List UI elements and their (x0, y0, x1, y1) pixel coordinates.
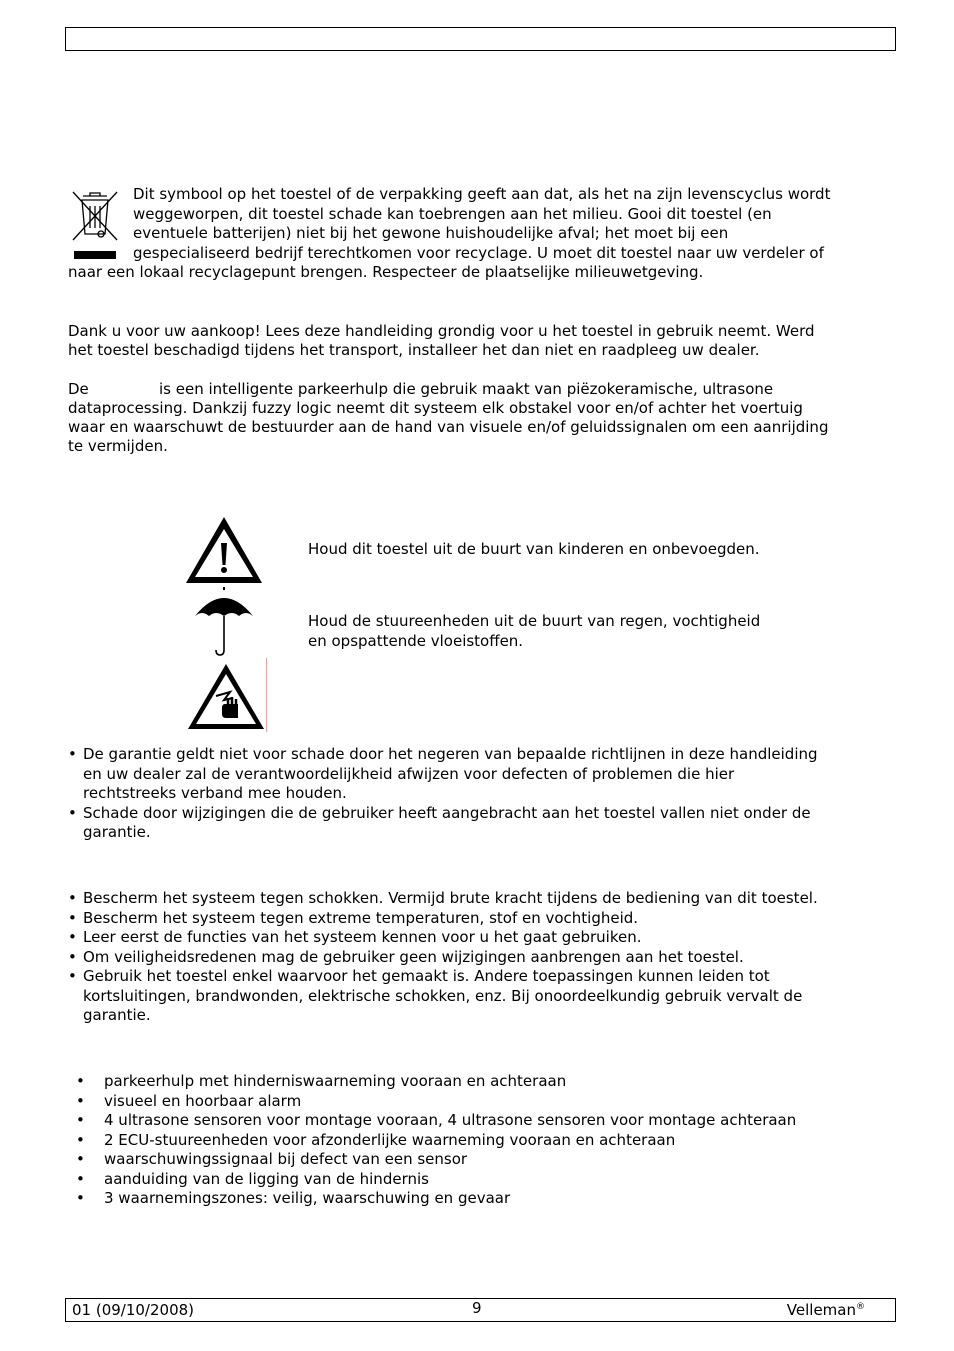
intro-thanks-line: het toestel beschadigd tijdens het transport, installeer het dan niet en raadpleeg uw dealer. (68, 341, 760, 359)
footer-brand-mark: ® (856, 1302, 865, 1312)
disposal-line: naar een lokaal recyclagepunt brengen. Respecteer de plaatselijke milieuwetgeving. (68, 263, 704, 281)
warranty-item-line: rechtstreeks verband mee houden. (83, 784, 347, 802)
bullet-marker: • (68, 909, 77, 927)
bullet-marker: • (76, 1092, 85, 1110)
bullet-marker: • (76, 1111, 85, 1129)
guideline-item-line: Gebruik het toestel enkel waarvoor het gemaakt is. Andere toepassingen kunnen leiden tot (83, 967, 770, 985)
electric-shock-icon (186, 662, 266, 732)
guideline-item-line: Bescherm het systeem tegen schokken. Vermijd brute kracht tijdens de bediening van dit toestel. (83, 889, 818, 907)
warranty-item-line: De garantie geldt niet voor schade door het negeren van bepaalde richtlijnen in deze handleiding (83, 745, 818, 763)
disposal-line: weggeworpen, dit toestel schade kan toebrengen aan het milieu. Gooi dit toestel (en (133, 205, 772, 223)
footer-brand (787, 1301, 865, 1319)
bullet-marker: • (76, 1150, 85, 1168)
feature-item: parkeerhulp met hinderniswaarneming vooraan en achteraan (104, 1072, 567, 1090)
guideline-item-line: Bescherm het systeem tegen extreme temperaturen, stof en vochtigheid. (83, 909, 639, 927)
feature-item: 3 waarnemingszones: veilig, waarschuwing en gevaar (104, 1189, 511, 1207)
crossed-out-wheelie-bin-icon (70, 190, 120, 262)
disposal-line: eventuele batterijen) niet bij het gewone huishoudelijke afval; het moet bij een (133, 224, 729, 242)
disposal-line: Dit symbool op het toestel of de verpakking geeft aan dat, als het na zijn levenscyclus wordt (133, 185, 831, 203)
footer-version: 01 (09/10/2008) (72, 1301, 195, 1319)
feature-item: 2 ECU-stuureenheden voor afzonderlijke waarneming vooraan en achteraan (104, 1131, 676, 1149)
icon-divider-line (266, 658, 267, 732)
guideline-item-line: kortsluitingen, brandwonden, elektrische schokken, enz. Bij onoordeelkundig gebruik vervalt de (83, 987, 803, 1005)
footer-page-number: 9 (472, 1299, 482, 1317)
intro-desc-line: te vermijden. (68, 437, 168, 455)
bullet-marker: • (76, 1072, 85, 1090)
bullet-marker: • (68, 804, 77, 822)
warranty-item-line: garantie. (83, 823, 151, 841)
guideline-item-line: Om veiligheidsredenen mag de gebruiker geen wijzigingen aanbrengen aan het toestel. (83, 948, 744, 966)
bullet-marker: • (68, 948, 77, 966)
safety-rain-line: en opspattende vloeistoffen. (308, 632, 524, 650)
intro-desc-line: dataprocessing. Dankzij fuzzy logic neemt dit systeem elk obstakel voor en/of achter het voertuig (68, 399, 803, 417)
feature-item: aanduiding van de ligging van de hindernis (104, 1170, 429, 1188)
safety-children-text: Houd dit toestel uit de buurt van kinderen en onbevoegden. (308, 540, 760, 558)
bullet-marker: • (68, 745, 77, 763)
warning-triangle-icon (184, 515, 264, 585)
bullet-marker: • (76, 1189, 85, 1207)
footer-brand-name: Velleman (786, 1301, 856, 1319)
bullet-marker: • (76, 1131, 85, 1149)
intro-desc-line: waar en waarschuwt de bestuurder aan de hand van visuele en/of geluidssignalen om een aanrijding (68, 418, 829, 436)
warranty-item-line: Schade door wijzigingen die de gebruiker heeft aangebracht aan het toestel vallen niet onder de (83, 804, 811, 822)
feature-item: 4 ultrasone sensoren voor montage vooraan, 4 ultrasone sensoren voor montage achteraan (104, 1111, 797, 1129)
umbrella-icon (193, 586, 255, 658)
page-header-box (65, 27, 896, 51)
intro-desc-prefix: De (68, 380, 89, 398)
bullet-marker: • (76, 1170, 85, 1188)
page-footer (65, 1298, 896, 1322)
safety-rain-line: Houd de stuureenheden uit de buurt van regen, vochtigheid (308, 612, 761, 630)
intro-desc-first-line: is een intelligente parkeerhulp die gebruik maakt van piëzokeramische, ultrasone (159, 380, 774, 398)
intro-thanks-line: Dank u voor uw aankoop! Lees deze handleiding grondig voor u het toestel in gebruik neemt. Werd (68, 322, 815, 340)
warranty-item-line: en uw dealer zal de verantwoordelijkheid afwijzen voor defecten of problemen die hier (83, 765, 735, 783)
feature-item: waarschuwingssignaal bij defect van een sensor (104, 1150, 468, 1168)
bullet-marker: • (68, 889, 77, 907)
bullet-marker: • (68, 967, 77, 985)
guideline-item-line: garantie. (83, 1006, 151, 1024)
bullet-marker: • (68, 928, 77, 946)
guideline-item-line: Leer eerst de functies van het systeem kennen voor u het gaat gebruiken. (83, 928, 642, 946)
feature-item: visueel en hoorbaar alarm (104, 1092, 302, 1110)
disposal-line: gespecialiseerd bedrijf terechtkomen voor recyclage. U moet dit toestel naar uw verdeler of (133, 244, 824, 262)
